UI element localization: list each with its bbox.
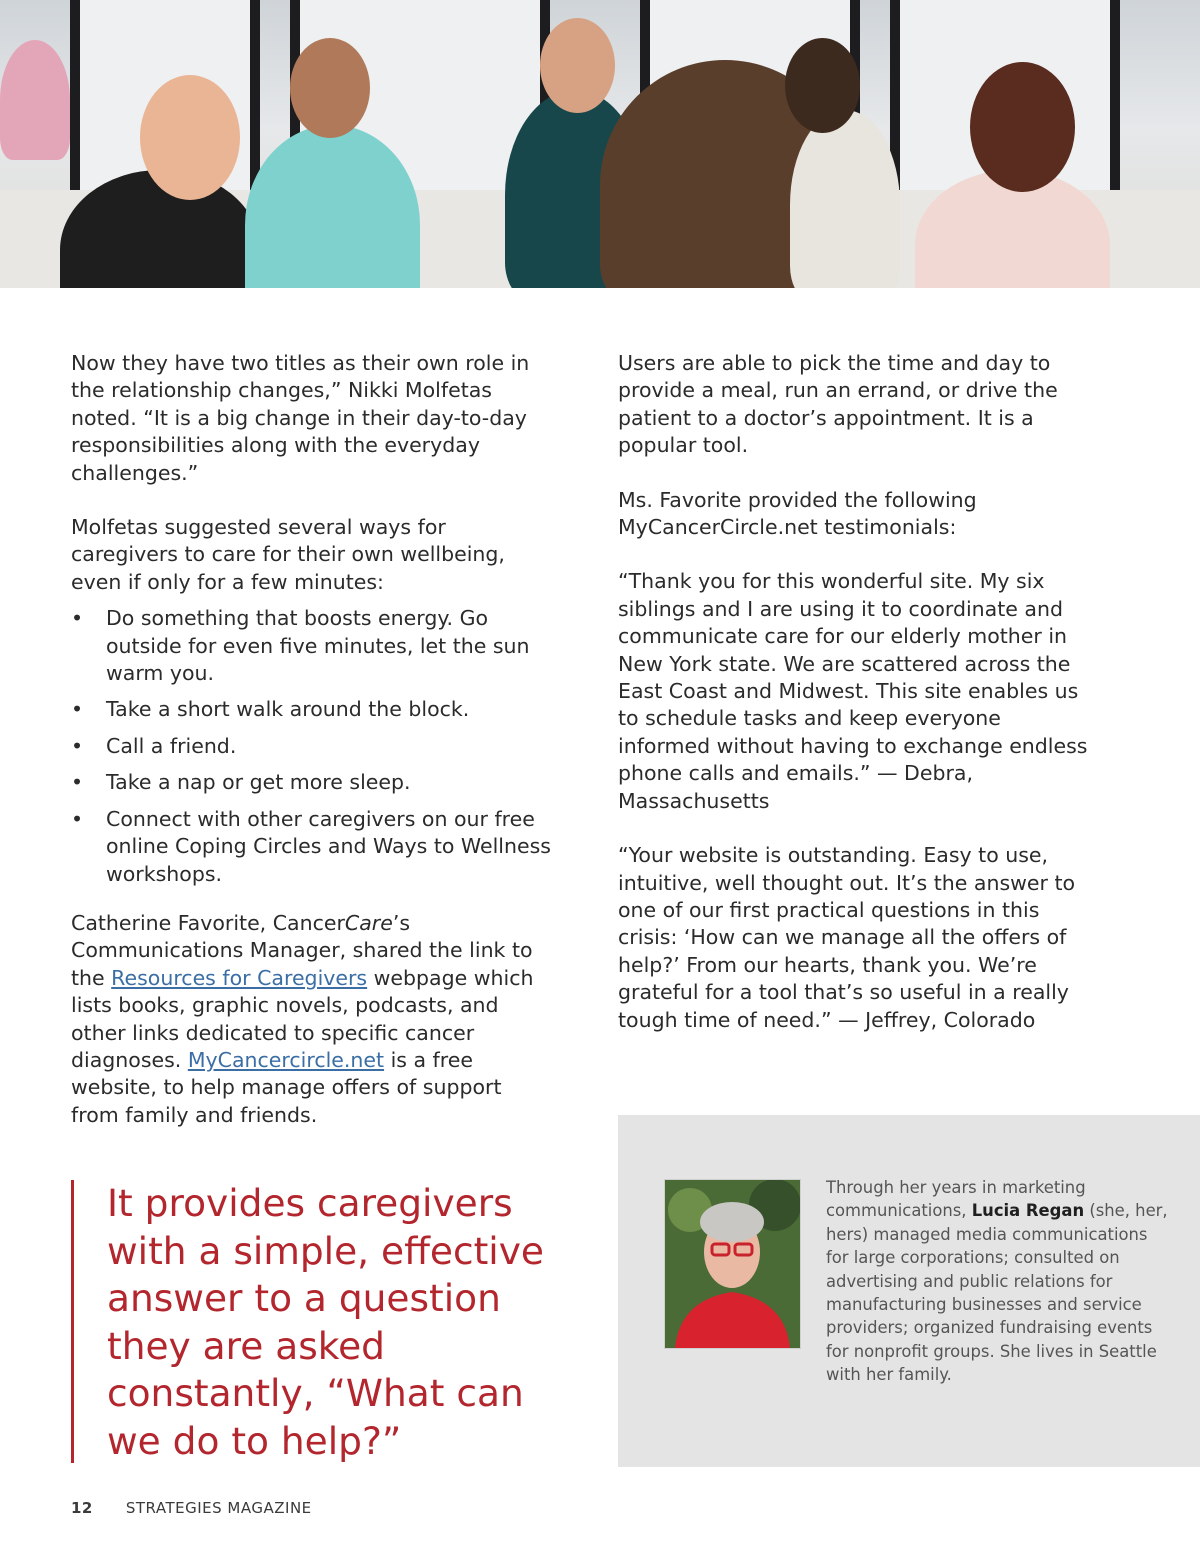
- person-body: [790, 110, 900, 288]
- author-portrait-icon: [665, 1180, 800, 1348]
- list-item: • Take a nap or get more sleep.: [71, 769, 551, 796]
- testimonial-debra: “Thank you for this wonderful site. My six siblings and I are using it to coordinate and communicate care for our elderly mother in New York state. We are scattered across the East Coast and Midwest. This site enables us to schedule tasks and keep everyone informed without having to exchange endless phone calls and emails.” — Debra, Massachusetts: [618, 569, 1088, 813]
- text: Through her years in marketing communications,: [826, 1178, 1086, 1221]
- author-bio-box: [618, 1115, 1200, 1467]
- text: Catherine Favorite, Cancer: [71, 910, 345, 935]
- author-photo: [664, 1179, 801, 1349]
- paragraph: Ms. Favorite provided the following MyCancerCircle.net testimonials:: [618, 487, 977, 540]
- resources-for-caregivers-link[interactable]: Resources for Caregivers: [111, 965, 368, 990]
- right-column: [618, 350, 1098, 1061]
- paragraph: [71, 910, 551, 1129]
- mycancercircle-link[interactable]: MyCancercircle.net: [187, 1047, 385, 1072]
- text: Care: [344, 910, 393, 935]
- paragraph: Molfetas suggested several ways for caregivers to care for their own wellbeing, even if only for a few minutes:: [71, 515, 505, 594]
- text: webpage which lists books, graphic novels, podcasts, and other links dedicated to specific cancer diagnoses.: [71, 965, 534, 1072]
- page-number: 12: [71, 1499, 93, 1517]
- page-footer: [71, 1499, 312, 1517]
- text: is a free website, to help manage offers of support from family and friends.: [71, 1047, 502, 1127]
- list-item: • Connect with other caregivers on our free online Coping Circles and Ways to Wellness workshops.: [71, 806, 551, 888]
- text: ’s Communications Manager, shared the link to the: [71, 910, 533, 990]
- author-bio-text: [826, 1176, 1171, 1387]
- person-head: [290, 38, 370, 138]
- paragraph: Users are able to pick the time and day to provide a meal, run an errand, or drive the patient to a doctor’s appointment. It is a popular tool.: [618, 351, 1058, 458]
- tips-list: [71, 605, 551, 888]
- hero-photo: [0, 0, 1200, 288]
- list-item: • Do something that boosts energy. Go outside for even five minutes, let the sun warm you.: [71, 605, 551, 687]
- person-head: [540, 18, 615, 113]
- flower-plant: [0, 40, 70, 160]
- text: (she, her, hers) managed media communications for large corporations; consulted on advertising and public relations for manufacturing businesses and service providers; organized fundraising events for nonprofit groups. She lives in Seattle with her family.: [826, 1201, 1168, 1385]
- paragraph: Now they have two titles as their own role in the relationship changes,” Nikki Molfetas noted. “It is a big change in their day-to-day responsibilities along with the everyday challenges.”: [71, 351, 530, 485]
- pull-quote: It provides caregivers with a simple, effective answer to a question they are asked constantly, “What can we do to help?”: [71, 1180, 571, 1463]
- magazine-name: STRATEGIES MAGAZINE: [125, 1499, 312, 1517]
- left-column: [71, 350, 551, 1156]
- testimonial-jeffrey: “Your website is outstanding. Easy to use, intuitive, well thought out. It’s the answer to one of our first practical questions in this crisis: ‘How can we manage all the offers of help?’ From our hearts, thank you. We’re grateful for a tool that’s so useful in a really tough time of need.” — Jeffrey, Colorado: [618, 843, 1076, 1032]
- list-item: • Take a short walk around the block.: [71, 696, 551, 723]
- person-head: [785, 38, 860, 133]
- person-head: [970, 62, 1075, 192]
- list-item: • Call a friend.: [71, 733, 551, 760]
- person-head: [140, 75, 240, 200]
- author-name: Lucia Regan: [971, 1201, 1085, 1221]
